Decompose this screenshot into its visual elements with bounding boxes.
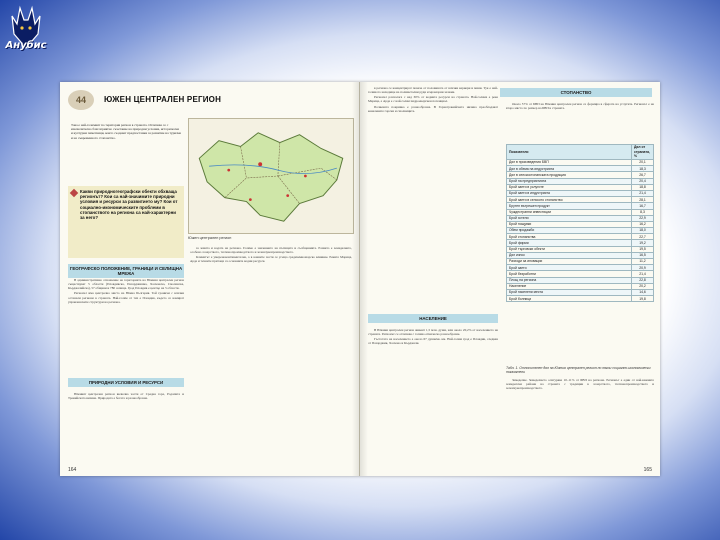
table-cell-label: Дял в произведения БВП: [507, 160, 632, 166]
left-page: [60, 82, 360, 476]
logo-text: Анубис: [5, 40, 47, 51]
table-cell-value: 16,7: [632, 203, 654, 209]
right-page: [360, 82, 660, 476]
table-cell-value: 18,8: [632, 184, 654, 190]
lesson-number-badge: 44: [68, 90, 94, 110]
text-column-geo: [68, 278, 184, 374]
question-marker-icon: [70, 189, 78, 197]
table-cell-value: 16,2: [632, 221, 654, 227]
questions-box: [68, 186, 184, 258]
paragraph: Южният централен регион включва части от Средна гора, Родопите и Тракийската низина. Природата е богата и разнообразна.: [68, 392, 184, 401]
intro-text: Това е най-големият по територия регион в страната. Отличава се с изключително благоприятно съчетание на природни условия, исторически и културни паметници, които създават предпоставки за развитие на туризма и на съвременното стопанство.: [71, 123, 181, 140]
section-header-nature: ПРИРОДНИ УСЛОВИЯ И РЕСУРСИ: [68, 378, 184, 387]
table-cell-value: 21,4: [632, 271, 654, 277]
section-header-population: НАСЕЛЕНИЕ: [368, 314, 498, 323]
paragraph: Гъстотата на населението е около 67 души/кв. км. Най-голям град е Пловдив, следван от Пазарджик, Хасково и Кърджали.: [368, 337, 498, 346]
page-number-right: 165: [643, 467, 652, 473]
table-cell-label: Площ на региона: [507, 277, 632, 283]
table-cell-value: 19,8: [632, 296, 654, 302]
table-cell-label: Брой болници: [507, 296, 632, 302]
table-cell-value: 18,3: [632, 166, 654, 172]
table-body: [507, 160, 654, 302]
table-cell-value: 18,0: [632, 228, 654, 234]
paragraph: за земята и водата на региона. Голямо е значението на пътищата и съобщенията. Развито е земеделието, особено лозарството, тютюнопроизводството и зеленчукопроизводството.: [190, 246, 352, 255]
paragraph: Регионът има централно място на Южна България. Той граничи с всички останали региони в страната. Най-голям от тях е Пловдив, където се намират управленските структури на региона.: [68, 291, 184, 304]
table-cell-value: 19,2: [632, 240, 654, 246]
table-cell-label: Брой фирми: [507, 240, 632, 246]
book-gutter: [352, 82, 368, 476]
table-cell-label: Дял в селскостопанската продукция: [507, 172, 632, 178]
page-title: ЮЖЕН ЦЕНТРАЛЕН РЕГИОН: [104, 95, 222, 104]
paragraph: Земеделие. Земеделието осигурява 10–11% от БВП на региона. Регионът е един от най-важните земеделски райони на страната с традиции в лозарството, тютюнопроизводството и зеленчукопроизводството.: [506, 378, 654, 391]
map-city-marker: [258, 162, 262, 166]
paragraph: В административно отношение на територията на Южния централен регион съществуват 5 области (Пловдивска, Пазарджишка, Хасковска, Смолянска, Кърджалийска), 57 общини и 780 селища. Град Пловдив е център на 5 области.: [68, 278, 184, 291]
table-cell-label: Брой заети в селското стопанство: [507, 197, 632, 203]
text-column-economy: [506, 102, 654, 142]
section-header-geo: ГЕОГРАФСКО ПОЛОЖЕНИЕ, ГРАНИЦИ И СЕЛИЩНА МРЕЖА: [69, 266, 183, 276]
table-cell-label: Брой стопанства: [507, 234, 632, 240]
table-cell-label: Брой нощувки: [507, 221, 632, 227]
table-cell-value: 28,1: [632, 197, 654, 203]
table-cell-label: Дял износ: [507, 252, 632, 258]
paragraph: Климатът е умереноконтинентален, а в южните части се усеща средиземноморско влияние. Реките Марица, Арда и техните притоци са основните водни ресурси.: [190, 255, 352, 264]
table-cell-value: 14,6: [632, 289, 654, 295]
table-cell-value: 21,4: [632, 190, 654, 196]
table-cell-label: Обем продажби: [507, 228, 632, 234]
text-column-industry: [506, 378, 654, 466]
paragraph: В Южния централен регион живеят 1,5 млн. души, или около 20,2% от населението на страната. Регионът се отличава с голямо етническо разнообразие.: [368, 328, 498, 337]
map-region-shape: [199, 133, 342, 221]
table-cell-label: Брой заети в услугите: [507, 184, 632, 190]
region-map: [188, 118, 354, 234]
table-header-cell: Дял от страната, %: [632, 145, 654, 160]
book-spread: [60, 82, 660, 476]
questions-text: Какви природногеографски обекти обхваща регионът? Кои са най-значимите природни условия и ресурси за развитието му? Кои от социално-икономическите проблеми в стопанството на региона са най-характерни за него?: [80, 189, 178, 221]
table-cell-label: Дял в обема на индустрията: [507, 166, 632, 172]
section-header-economy: СТОПАНСТВО: [500, 88, 652, 97]
table-cell-value: 26,7: [632, 172, 654, 178]
economy-table: [506, 144, 654, 302]
table-row: [507, 296, 654, 302]
table-cell-value: 16,5: [632, 252, 654, 258]
table-cell-label: Брой на предприятията: [507, 178, 632, 184]
table-cell-label: Чуждестранни инвестиции: [507, 209, 632, 215]
text-column-center: [190, 246, 352, 466]
table-cell-label: Разходи за иновации: [507, 259, 632, 265]
paragraph: Около 57% от БВП на Южния централен регион се формира в сферата на услугите. Регионът е на второ място по размер на БВП в страната.: [506, 102, 654, 111]
table-cell-label: Брой хотели: [507, 215, 632, 221]
text-column-population: [368, 328, 498, 466]
table-cell-value: 22,8: [632, 277, 654, 283]
paragraph: Регионът разполага с над 30% от водните ресурси на страната. Най-голяма е река Марица, а Арда е с най-голям хидроенергиен потенциал.: [368, 95, 498, 104]
table-cell-label: Население: [507, 283, 632, 289]
table-cell-label: Брой населени места: [507, 289, 632, 295]
table-cell-label: Брой заети в индустрията: [507, 190, 632, 196]
paragraph: Почвената покривка е разнообразна. В Горнотракийската низина преобладават канелените горски и смолниците.: [368, 104, 498, 113]
table-cell-value: 20,2: [632, 283, 654, 289]
map-caption: Южен централен регион: [188, 236, 232, 240]
table-cell-value: 20,4: [632, 178, 654, 184]
table-cell-value: 20,1: [632, 160, 654, 166]
table-cell-value: 20,9: [632, 265, 654, 271]
map-city-marker: [304, 175, 307, 178]
table-header-row: [507, 145, 654, 160]
paragraph: в региона се концентрират повече от половината от всички кариери и мини. Тук е най-голямото находище на полиметални руди и мраморни залежи.: [368, 86, 498, 95]
table-caption: Табл. 1. Относителен дял на Южния централен регион по някои социално-икономически показатели: [506, 366, 651, 374]
table-cell-value: 19,5: [632, 246, 654, 252]
table-cell-label: Брутен вътрешен продукт: [507, 203, 632, 209]
table-cell-value: 11,2: [632, 259, 654, 265]
text-column-resources: [368, 86, 498, 310]
map-city-marker: [227, 169, 230, 172]
page-number-left: 164: [68, 467, 77, 473]
table-cell-label: Брой заети: [507, 265, 632, 271]
map-city-marker: [286, 194, 289, 197]
table-header-cell: Показатели: [507, 145, 632, 160]
text-column-nature: [68, 392, 184, 466]
map-city-marker: [249, 198, 252, 201]
table-cell-value: 8,3: [632, 209, 654, 215]
table-cell-label: Брой безработни: [507, 271, 632, 277]
table-cell-value: 22,9: [632, 215, 654, 221]
table-cell-value: 22,7: [632, 234, 654, 240]
table-cell-label: Брой търговски обекти: [507, 246, 632, 252]
